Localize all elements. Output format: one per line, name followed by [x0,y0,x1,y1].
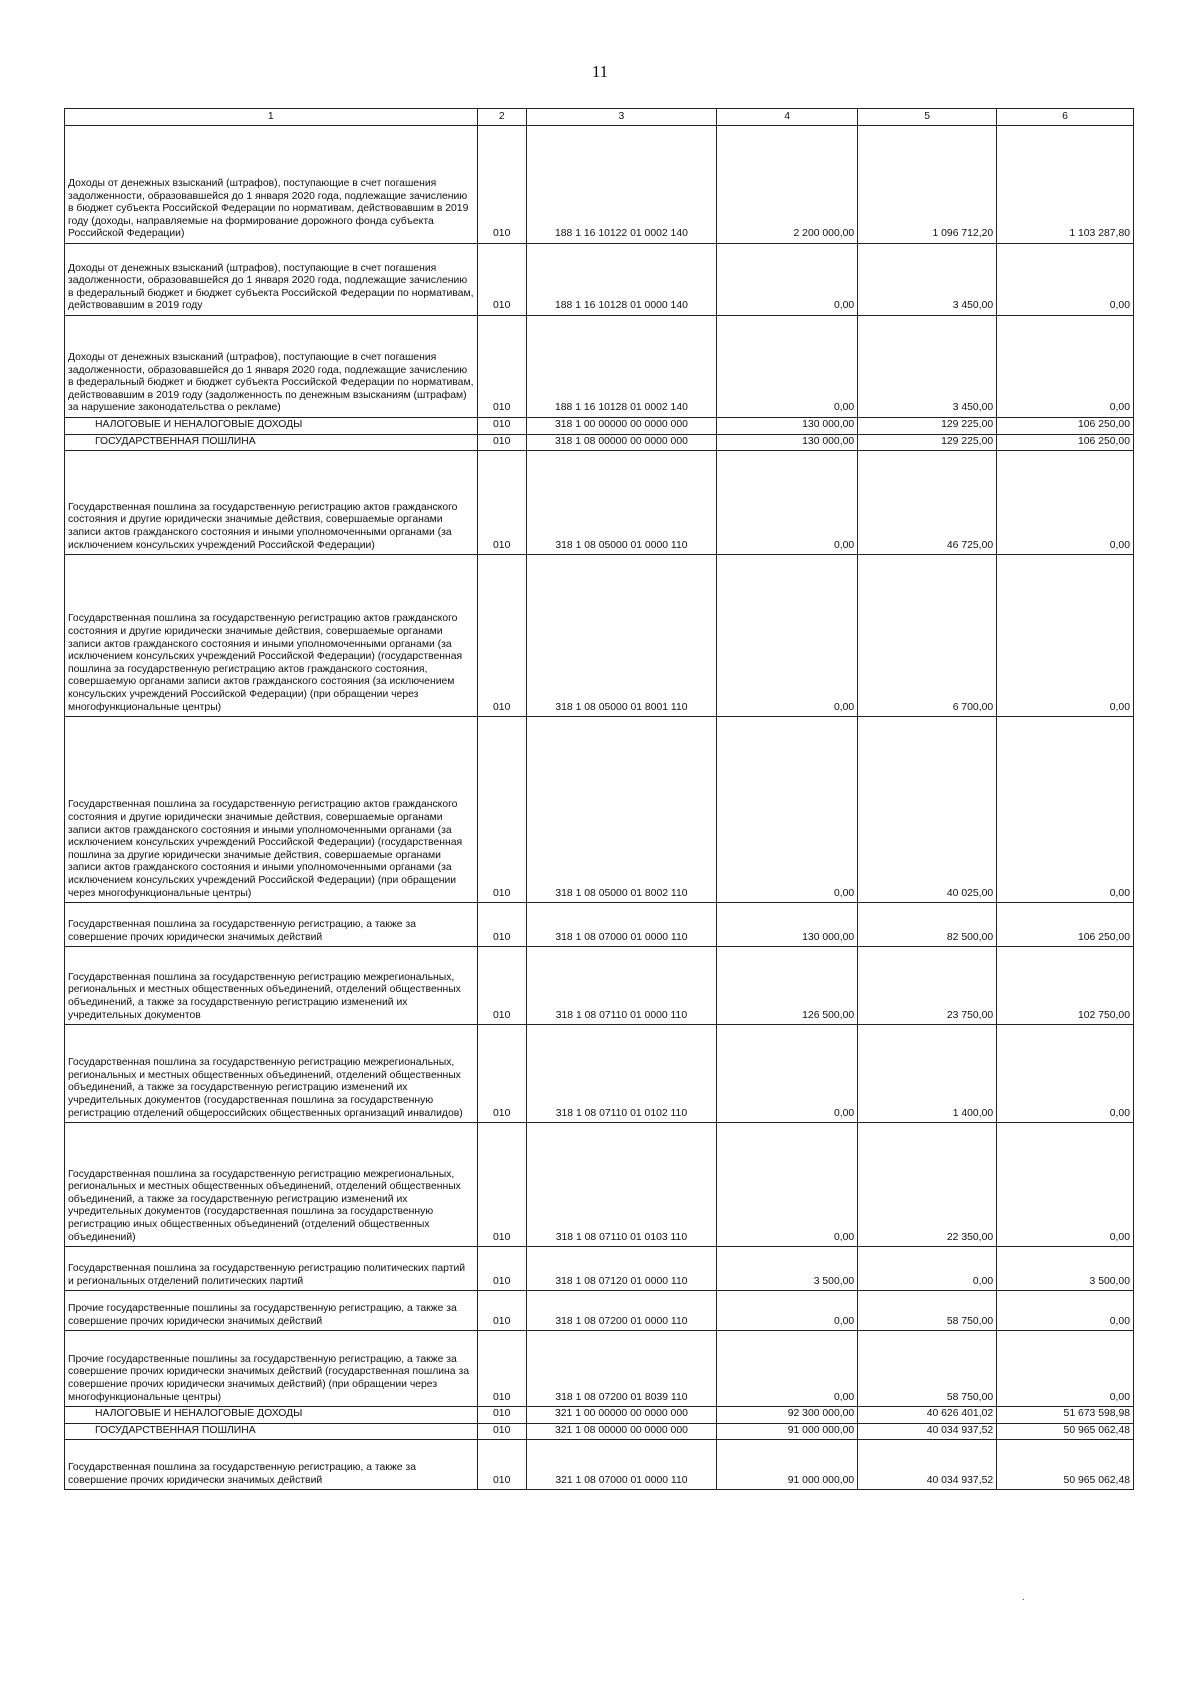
budget-classification-code-cell: 318 1 08 07120 01 0000 110 [526,1247,716,1291]
budget-classification-code-cell: 188 1 16 10122 01 0002 140 [526,126,716,244]
admin-code-cell: 010 [477,1291,526,1331]
income-name-cell: ГОСУДАРСТВЕННАЯ ПОШЛИНА [65,1423,478,1440]
admin-code-cell: 010 [477,434,526,451]
executed-amount-cell: 23 750,00 [858,947,997,1025]
table-row [65,434,1134,451]
column-header: 5 [858,109,997,126]
table-row [65,244,1134,316]
admin-code-cell: 010 [477,1123,526,1247]
executed-amount-cell: 22 350,00 [858,1123,997,1247]
executed-amount-cell: 46 725,00 [858,451,997,555]
unexecuted-amount-cell: 51 673 598,98 [997,1407,1134,1424]
table-row [65,947,1134,1025]
executed-amount-cell: 40 034 937,52 [858,1440,997,1490]
unexecuted-amount-cell: 0,00 [997,1123,1134,1247]
column-header: 2 [477,109,526,126]
table-row [65,555,1134,717]
budget-classification-code-cell: 318 1 08 07110 01 0000 110 [526,947,716,1025]
table-row [65,451,1134,555]
budget-classification-code-cell: 321 1 08 07000 01 0000 110 [526,1440,716,1490]
budget-classification-code-cell: 318 1 08 00000 00 0000 000 [526,434,716,451]
planned-amount-cell: 130 000,00 [717,434,858,451]
budget-classification-code-cell: 318 1 08 07200 01 8039 110 [526,1331,716,1407]
budget-classification-code-cell: 318 1 08 05000 01 0000 110 [526,451,716,555]
executed-amount-cell: 1 096 712,20 [858,126,997,244]
budget-classification-code-cell: 318 1 08 07200 01 0000 110 [526,1291,716,1331]
planned-amount-cell: 92 300 000,00 [717,1407,858,1424]
planned-amount-cell: 0,00 [717,717,858,903]
planned-amount-cell: 91 000 000,00 [717,1423,858,1440]
income-name-cell: Государственная пошлина за государственную регистрацию актов гражданского состояния и другие юридически значимые действия, совершаемые органами записи актов гражданского состояния и иными уполномоченными органами (за исключением консульских учреждений Российской Федерации) [65,451,478,555]
executed-amount-cell: 129 225,00 [858,418,997,435]
budget-classification-code-cell: 321 1 08 00000 00 0000 000 [526,1423,716,1440]
planned-amount-cell: 0,00 [717,1123,858,1247]
planned-amount-cell: 130 000,00 [717,903,858,947]
unexecuted-amount-cell: 0,00 [997,717,1134,903]
table-row [65,1247,1134,1291]
income-name-cell: Доходы от денежных взысканий (штрафов), поступающие в счет погашения задолженности, образовавшейся до 1 января 2020 года, подлежащие зачислению в федеральный бюджет и бюджет субъекта Российской Федерации по нормативам, действовавшим в 2019 году [65,244,478,316]
column-header: 3 [526,109,716,126]
unexecuted-amount-cell: 0,00 [997,1331,1134,1407]
admin-code-cell: 010 [477,316,526,418]
column-header: 6 [997,109,1134,126]
budget-classification-code-cell: 318 1 08 07110 01 0102 110 [526,1025,716,1123]
table-row [65,1423,1134,1440]
unexecuted-amount-cell: 106 250,00 [997,903,1134,947]
page-number: 11 [591,62,609,81]
budget-classification-code-cell: 318 1 08 07000 01 0000 110 [526,903,716,947]
unexecuted-amount-cell: 0,00 [997,244,1134,316]
budget-classification-code-cell: 188 1 16 10128 01 0002 140 [526,316,716,418]
unexecuted-amount-cell: 0,00 [997,451,1134,555]
planned-amount-cell: 3 500,00 [717,1247,858,1291]
income-name-cell: Доходы от денежных взысканий (штрафов), поступающие в счет погашения задолженности, образовавшейся до 1 января 2020 года, подлежащие зачислению в бюджет субъекта Российской Федерации по нормативам, действовавшим в 2019 году (доходы, направляемые на формирование дорожного фонда субъекта Российской Федерации) [65,126,478,244]
admin-code-cell: 010 [477,1423,526,1440]
unexecuted-amount-cell: 106 250,00 [997,418,1134,435]
unexecuted-amount-cell: 0,00 [997,316,1134,418]
unexecuted-amount-cell: 1 103 287,80 [997,126,1134,244]
planned-amount-cell: 0,00 [717,1331,858,1407]
table-row [65,1123,1134,1247]
executed-amount-cell: 40 025,00 [858,717,997,903]
column-header: 4 [717,109,858,126]
executed-amount-cell: 40 034 937,52 [858,1423,997,1440]
unexecuted-amount-cell: 106 250,00 [997,434,1134,451]
admin-code-cell: 010 [477,1025,526,1123]
admin-code-cell: 010 [477,1247,526,1291]
planned-amount-cell: 130 000,00 [717,418,858,435]
income-name-cell: Государственная пошлина за государственную регистрацию, а также за совершение прочих юридически значимых действий [65,903,478,947]
executed-amount-cell: 40 626 401,02 [858,1407,997,1424]
unexecuted-amount-cell: 50 965 062,48 [997,1423,1134,1440]
income-name-cell: НАЛОГОВЫЕ И НЕНАЛОГОВЫЕ ДОХОДЫ [65,418,478,435]
budget-classification-code-cell: 318 1 00 00000 00 0000 000 [526,418,716,435]
planned-amount-cell: 0,00 [717,1291,858,1331]
table-row [65,418,1134,435]
admin-code-cell: 010 [477,1407,526,1424]
income-name-cell: Государственная пошлина за государственную регистрацию, а также за совершение прочих юридически значимых действий [65,1440,478,1490]
unexecuted-amount-cell: 3 500,00 [997,1247,1134,1291]
income-name-cell: Прочие государственные пошлины за государственную регистрацию, а также за совершение прочих юридически значимых действий (государственная пошлина за совершение прочих юридически значимых действий) (при обращении через многофункциональные центры) [65,1331,478,1407]
admin-code-cell: 010 [477,555,526,717]
table-row [65,1440,1134,1490]
planned-amount-cell: 91 000 000,00 [717,1440,858,1490]
admin-code-cell: 010 [477,418,526,435]
column-number-header [65,109,1134,126]
admin-code-cell: 010 [477,1331,526,1407]
budget-classification-code-cell: 318 1 08 05000 01 8001 110 [526,555,716,717]
admin-code-cell: 010 [477,244,526,316]
unexecuted-amount-cell: 50 965 062,48 [997,1440,1134,1490]
executed-amount-cell: 82 500,00 [858,903,997,947]
table-row [65,717,1134,903]
planned-amount-cell: 126 500,00 [717,947,858,1025]
planned-amount-cell: 0,00 [717,1025,858,1123]
income-name-cell: Государственная пошлина за государственную регистрацию актов гражданского состояния и другие юридически значимые действия, совершаемые органами записи актов гражданского состояния и иными уполномоченными органами (за исключением консульских учреждений Российской Федерации) (государственная пошлина за другие юридически значимые действия, совершаемые органами записи актов гражданского состояния и иными уполномоченными органами (за исключением консульских учреждений Российской Федерации) (при обращении через многофункциональные центры) [65,717,478,903]
executed-amount-cell: 3 450,00 [858,244,997,316]
executed-amount-cell: 58 750,00 [858,1331,997,1407]
income-name-cell: Государственная пошлина за государственную регистрацию политических партий и региональных отделений политических партий [65,1247,478,1291]
income-name-cell: НАЛОГОВЫЕ И НЕНАЛОГОВЫЕ ДОХОДЫ [65,1407,478,1424]
planned-amount-cell: 0,00 [717,451,858,555]
income-name-cell: Государственная пошлина за государственную регистрацию межрегиональных, региональных и местных общественных объединений, отделений общественных объединений, а также за государственную регистрацию изменений их учредительных документов (государственная пошлина за государственную регистрацию отделений общероссийских общественных организаций инвалидов) [65,1025,478,1123]
admin-code-cell: 010 [477,1440,526,1490]
column-header: 1 [65,109,478,126]
edge-mark: . [1022,1592,1025,1603]
budget-classification-code-cell: 318 1 08 07110 01 0103 110 [526,1123,716,1247]
planned-amount-cell: 0,00 [717,555,858,717]
admin-code-cell: 010 [477,126,526,244]
admin-code-cell: 010 [477,717,526,903]
income-name-cell: ГОСУДАРСТВЕННАЯ ПОШЛИНА [65,434,478,451]
executed-amount-cell: 0,00 [858,1247,997,1291]
income-name-cell: Государственная пошлина за государственную регистрацию межрегиональных, региональных и местных общественных объединений, отделений общественных объединений, а также за государственную регистрацию изменений их учредительных документов (государственная пошлина за государственную регистрацию иных общественных объединений (отделений общественных объединений) [65,1123,478,1247]
table-row [65,1025,1134,1123]
table-row [65,126,1134,244]
income-name-cell: Государственная пошлина за государственную регистрацию актов гражданского состояния и другие юридически значимые действия, совершаемые органами записи актов гражданского состояния и иными уполномоченными органами (за исключением консульских учреждений Российской Федерации) (государственная пошлина за государственную регистрацию актов гражданского состояния, совершаемую органами записи актов гражданского состояния (за исключением консульских учреждений Российской Федерации) (при обращении через многофункциональные центры) [65,555,478,717]
table-row [65,903,1134,947]
revenue-table [64,108,1134,1490]
budget-classification-code-cell: 188 1 16 10128 01 0000 140 [526,244,716,316]
unexecuted-amount-cell: 102 750,00 [997,947,1134,1025]
unexecuted-amount-cell: 0,00 [997,1025,1134,1123]
executed-amount-cell: 1 400,00 [858,1025,997,1123]
planned-amount-cell: 0,00 [717,316,858,418]
table-row [65,1331,1134,1407]
admin-code-cell: 010 [477,451,526,555]
budget-classification-code-cell: 321 1 00 00000 00 0000 000 [526,1407,716,1424]
budget-classification-code-cell: 318 1 08 05000 01 8002 110 [526,717,716,903]
planned-amount-cell: 2 200 000,00 [717,126,858,244]
table-row [65,316,1134,418]
admin-code-cell: 010 [477,903,526,947]
executed-amount-cell: 129 225,00 [858,434,997,451]
income-name-cell: Прочие государственные пошлины за государственную регистрацию, а также за совершение прочих юридически значимых действий [65,1291,478,1331]
income-name-cell: Доходы от денежных взысканий (штрафов), поступающие в счет погашения задолженности, образовавшейся до 1 января 2020 года, подлежащие зачислению в федеральный бюджет и бюджет субъекта Российской Федерации по нормативам, действовавшим в 2019 году (задолженность по денежным взысканиям (штрафам) за нарушение законодательства о рекламе) [65,316,478,418]
income-name-cell: Государственная пошлина за государственную регистрацию межрегиональных, региональных и местных общественных объединений, отделений общественных объединений, а также за государственную регистрацию изменений их учредительных документов [65,947,478,1025]
unexecuted-amount-cell: 0,00 [997,555,1134,717]
table-row [65,1407,1134,1424]
executed-amount-cell: 3 450,00 [858,316,997,418]
unexecuted-amount-cell: 0,00 [997,1291,1134,1331]
admin-code-cell: 010 [477,947,526,1025]
planned-amount-cell: 0,00 [717,244,858,316]
executed-amount-cell: 6 700,00 [858,555,997,717]
executed-amount-cell: 58 750,00 [858,1291,997,1331]
table-row [65,1291,1134,1331]
